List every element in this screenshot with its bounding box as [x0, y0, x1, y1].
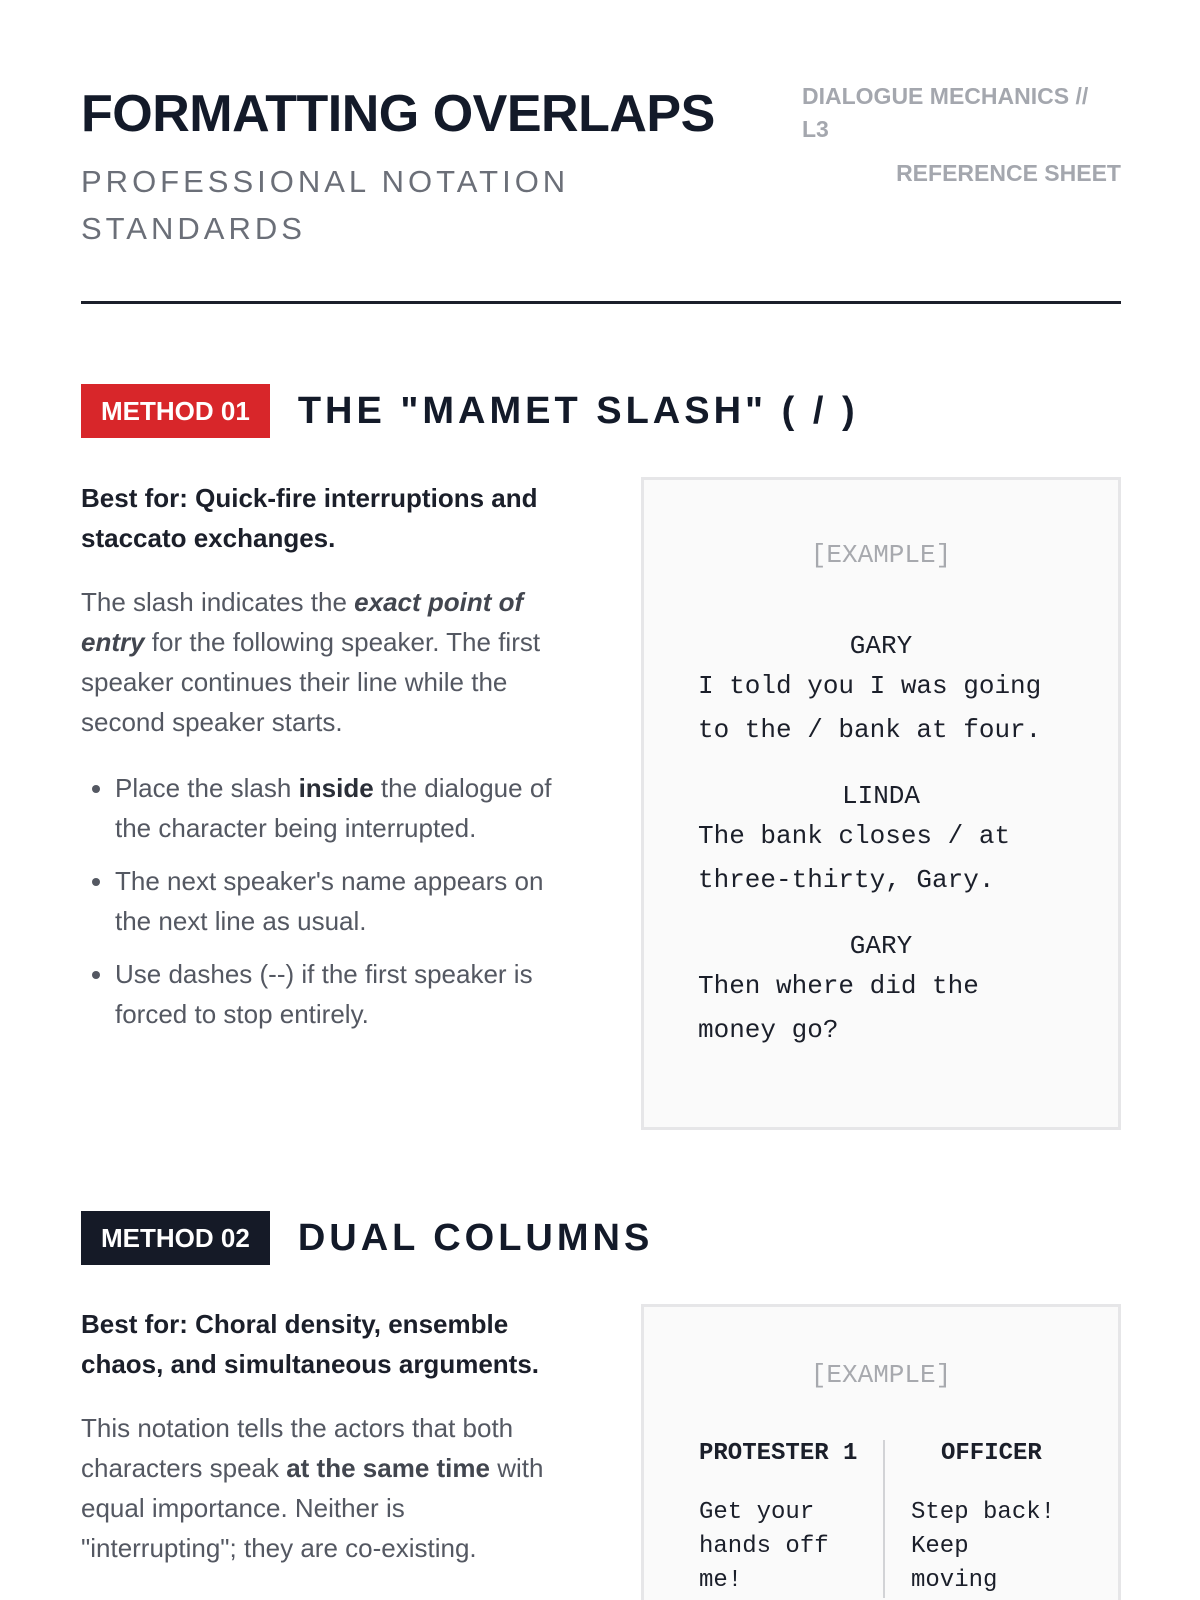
bullet-text: the dialogue of the character being interrupted. [115, 773, 552, 843]
character-name: LINDA [841, 781, 920, 811]
character-name: OFFICER [941, 1440, 1042, 1467]
method-01-badge: METHOD 01 [81, 384, 270, 438]
column-right [883, 1440, 1055, 1598]
example-label: [EXAMPLE] [810, 1360, 952, 1390]
bullet-emphasis: inside [298, 773, 374, 803]
method-01-best-for: Best for: Quick-fire interruptions and staccato exchanges. [81, 483, 538, 553]
para-text: The slash indicates the [81, 587, 355, 617]
dialogue-line: hands off [699, 1533, 829, 1560]
dialogue-line: money go? [698, 1015, 839, 1045]
para-emphasis: at the same time [286, 1453, 490, 1483]
page-title: FORMATTING OVERLAPS [81, 85, 715, 143]
method-02-title: DUAL COLUMNS [297, 1216, 654, 1259]
character-name: GARY [849, 631, 913, 661]
method-01-description [81, 478, 561, 1047]
method-01-title: THE "MAMET SLASH" ( / ) [297, 389, 859, 432]
page-subtitle: PROFESSIONAL NOTATION STANDARDS [81, 164, 570, 246]
dialogue-line: three-thirty, Gary. [698, 865, 995, 895]
method-02-badge: METHOD 02 [81, 1211, 270, 1265]
page-header [81, 80, 1121, 304]
dialogue-line: Get your [699, 1499, 815, 1526]
method-01-bullets [81, 768, 561, 1034]
method-01-example-box [641, 477, 1121, 1130]
list-item [115, 768, 561, 848]
example-label: [EXAMPLE] [810, 540, 952, 570]
dialogue-line: Step back! [911, 1499, 1056, 1526]
method-02-paragraph [81, 1408, 561, 1568]
bullet-text: Place the slash [115, 773, 299, 803]
doc-type-label: REFERENCE SHEET [896, 160, 1121, 186]
dialogue-line: Then where did the [698, 971, 979, 1001]
para-text: This notation tells the actors that both characters speak [81, 1413, 514, 1483]
method-01-paragraph [81, 582, 561, 742]
dual-columns [644, 1440, 1118, 1598]
script-example [644, 628, 1118, 1052]
bullet-text: The next speaker's name appears on the next line as usual. [115, 866, 544, 936]
method-02-description [81, 1304, 561, 1568]
para-text: with equal importance. Neither is "interrupting"; they are co-existing. [81, 1453, 544, 1563]
para-text: for the following speaker. The first speaker continues their line while the second speaker starts. [81, 627, 541, 737]
dialogue-line: The bank closes / at [698, 821, 1011, 851]
dialogue-line: I told you I was going [698, 671, 1042, 701]
bullet-text: Use dashes (--) if the first speaker is forced to stop entirely. [115, 959, 533, 1029]
method-02-best-for: Best for: Choral density, ensemble chaos, and simultaneous arguments. [81, 1309, 539, 1379]
dialogue-line: Keep [911, 1533, 969, 1560]
list-item [115, 954, 561, 1034]
dialogue-line: to the / bank at four. [698, 715, 1042, 745]
method-02-heading [81, 1211, 653, 1265]
para-emphasis: exact point of entry [81, 587, 524, 657]
character-name: PROTESTER 1 [699, 1440, 858, 1467]
dialogue-line: me! [699, 1567, 743, 1594]
list-item [115, 861, 561, 941]
method-02-example-box [641, 1304, 1121, 1600]
dialogue-line: moving [911, 1567, 998, 1594]
method-01-heading [81, 384, 859, 438]
column-left [699, 1440, 883, 1598]
character-name: GARY [849, 931, 913, 961]
series-label: DIALOGUE MECHANICS // L3 [802, 83, 1089, 142]
